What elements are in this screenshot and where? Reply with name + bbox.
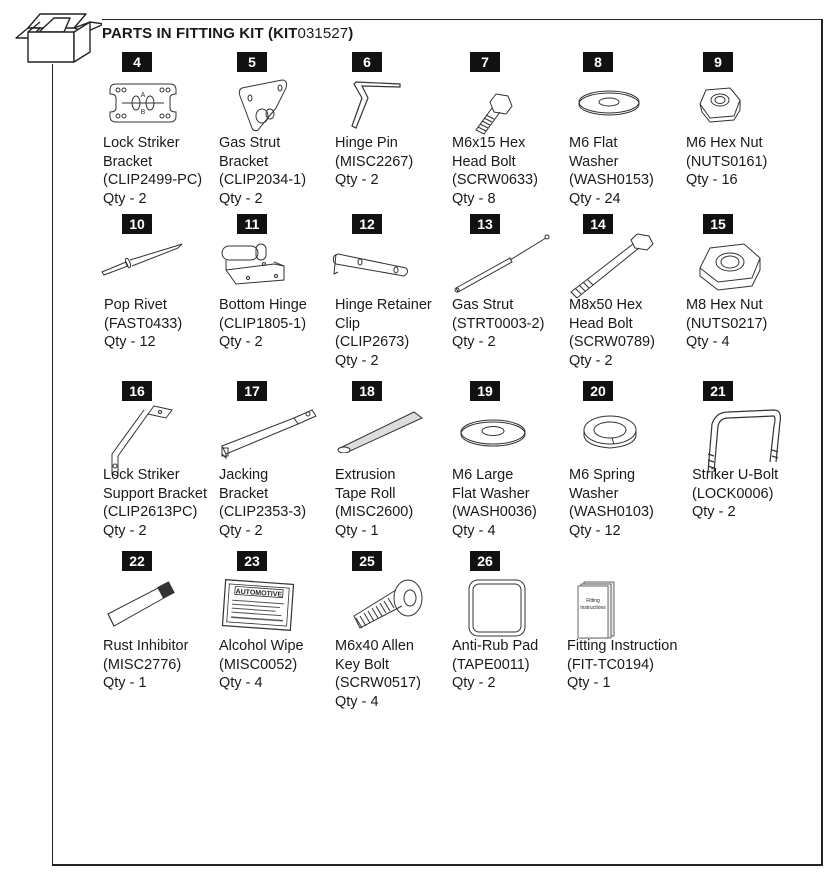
- part-quantity: Qty - 2: [103, 190, 147, 207]
- part-number-badge: 4: [122, 52, 152, 72]
- part-code: (CLIP1805-1): [219, 315, 307, 332]
- part-quantity: Qty - 12: [104, 334, 156, 350]
- part-code: (FAST0433): [104, 315, 183, 332]
- part-quantity: Qty - 1: [335, 522, 379, 539]
- flat-washer-icon: [574, 88, 644, 123]
- part-number-badge: 18: [352, 381, 382, 401]
- part-description: [569, 296, 655, 370]
- part-number-badge: 23: [237, 551, 267, 571]
- wipe-sachet-icon: [218, 578, 298, 638]
- svg-text:AUTOMOTIVE: AUTOMOTIVE: [235, 588, 283, 599]
- jacking-bracket-icon: [218, 404, 318, 469]
- part-name-line: M6 Hex Nut: [686, 135, 763, 151]
- part-quantity: Qty - 4: [219, 675, 263, 691]
- part-name-line: M6 Flat: [569, 135, 618, 151]
- part-number-badge: 21: [703, 381, 733, 401]
- large-washer-icon: [458, 418, 528, 453]
- part-description: [686, 296, 767, 352]
- part-name-line: Support Bracket: [103, 485, 207, 502]
- spring-washer-icon: [580, 412, 640, 457]
- part-name-line: Lock Striker: [103, 467, 180, 483]
- part-code: (CLIP2613PC): [103, 504, 198, 520]
- part-name-line: M6x40 Allen: [335, 638, 414, 654]
- part-description: [335, 637, 421, 711]
- part-quantity: Qty - 2: [219, 190, 263, 207]
- gas-strut-icon: [452, 232, 552, 302]
- part-description: [219, 466, 306, 540]
- part-name-line: M8x50 Hex: [569, 297, 643, 313]
- part-code: (MISC2600): [335, 504, 414, 520]
- page-title: [102, 25, 353, 42]
- part-quantity: Qty - 1: [103, 675, 147, 691]
- part-quantity: Qty - 8: [452, 190, 496, 207]
- part-name-line: Tape Roll: [335, 485, 396, 502]
- part-code: (NUTS0217): [686, 315, 768, 332]
- part-code: (SCRW0633): [452, 172, 538, 188]
- part-number-badge: 19: [470, 381, 500, 401]
- part-quantity: Qty - 4: [686, 334, 730, 350]
- part-description: [103, 637, 188, 693]
- part-quantity: Qty - 2: [569, 352, 613, 369]
- part-description: [452, 134, 538, 208]
- allen-bolt-icon: [346, 576, 426, 641]
- part-name-line: Washer: [569, 153, 619, 170]
- part-code: (CLIP2034-1): [219, 172, 307, 188]
- part-quantity: Qty - 12: [569, 522, 621, 539]
- part-name-line: Bracket: [219, 485, 269, 502]
- part-code: (WASH0103): [569, 504, 654, 520]
- part-description: [452, 296, 544, 352]
- part-number-badge: 26: [470, 551, 500, 571]
- part-code: (SCRW0789): [569, 334, 655, 350]
- part-name-line: Clip: [335, 315, 360, 332]
- part-name-line: Jacking: [219, 467, 269, 483]
- part-description: [335, 134, 413, 190]
- part-code: (CLIP2499-PC): [103, 172, 203, 188]
- part-description: [686, 134, 767, 190]
- part-code: (CLIP2673): [335, 334, 410, 350]
- part-name-line: Lock Striker: [103, 135, 180, 151]
- part-quantity: Qty - 2: [452, 334, 496, 350]
- part-name-line: Gas Strut: [452, 297, 514, 313]
- title-close: ): [348, 25, 354, 42]
- part-code: (TAPE0011): [452, 656, 530, 673]
- part-description: [219, 134, 306, 208]
- part-quantity: Qty - 4: [335, 693, 379, 710]
- hinge-icon: [218, 240, 293, 300]
- kit-number: 031527: [297, 25, 349, 42]
- svg-text:A: A: [140, 92, 146, 99]
- part-quantity: Qty - 2: [103, 522, 147, 539]
- part-name-line: Bracket: [103, 153, 153, 170]
- part-name-line: Washer: [569, 485, 619, 502]
- part-number-badge: 17: [237, 381, 267, 401]
- part-description: [335, 296, 432, 370]
- part-quantity: Qty - 16: [686, 172, 738, 188]
- part-number-badge: 16: [122, 381, 152, 401]
- part-code: (WASH0153): [569, 172, 654, 188]
- part-number-badge: 20: [583, 381, 613, 401]
- part-number-badge: 14: [583, 214, 613, 234]
- part-name-line: M6 Spring: [569, 467, 636, 483]
- part-name-line: M6x15 Hex: [452, 135, 526, 151]
- part-quantity: Qty - 2: [335, 352, 379, 369]
- part-number-badge: 12: [352, 214, 382, 234]
- large-hex-nut-icon: [694, 240, 764, 300]
- part-code: (MISC0052): [219, 656, 298, 673]
- part-description: [335, 466, 413, 540]
- part-name-line: M6 Large: [452, 467, 514, 483]
- part-quantity: Qty - 4: [452, 522, 496, 539]
- part-code: (MISC2776): [103, 656, 182, 673]
- bracket-plate-icon: [108, 78, 178, 133]
- svg-text:Fitting: Fitting: [586, 598, 600, 604]
- part-code: (FIT-TC0194): [567, 656, 655, 673]
- part-name-line: Extrusion: [335, 467, 396, 483]
- part-description: [452, 466, 537, 540]
- strut-bracket-icon: [232, 78, 292, 138]
- tape-roll-icon: [336, 408, 426, 458]
- part-name-line: Alcohol Wipe: [219, 638, 304, 654]
- part-description: [567, 637, 677, 693]
- part-name-line: Bottom Hinge: [219, 297, 307, 313]
- part-name-line: Hinge Retainer: [335, 297, 432, 313]
- part-quantity: Qty - 1: [567, 675, 611, 691]
- part-number-badge: 9: [703, 52, 733, 72]
- part-number-badge: 25: [352, 551, 382, 571]
- pop-rivet-icon: [100, 242, 185, 282]
- part-name-line: Striker U-Bolt: [692, 467, 779, 483]
- part-code: (STRT0003-2): [452, 315, 545, 332]
- part-name-line: Flat Washer: [452, 485, 530, 502]
- part-code: (SCRW0517): [335, 675, 421, 691]
- part-number-badge: 5: [237, 52, 267, 72]
- part-code: (LOCK0006): [692, 485, 774, 502]
- part-description: [103, 466, 207, 540]
- part-quantity: Qty - 2: [452, 675, 496, 691]
- part-name-line: Key Bolt: [335, 656, 389, 673]
- part-code: (CLIP2353-3): [219, 504, 307, 520]
- part-number-badge: 13: [470, 214, 500, 234]
- part-name-line: Gas Strut: [219, 135, 281, 151]
- part-name-line: M8 Hex Nut: [686, 297, 763, 313]
- part-quantity: Qty - 2: [692, 504, 736, 520]
- part-number-badge: 6: [352, 52, 382, 72]
- part-quantity: Qty - 24: [569, 190, 621, 207]
- box-icon: [12, 8, 102, 64]
- part-name-line: Fitting Instruction: [567, 638, 678, 654]
- part-name-line: Head Bolt: [569, 315, 633, 332]
- part-name-line: Anti-Rub Pad: [452, 638, 539, 654]
- part-description: [103, 134, 202, 208]
- title-text: PARTS IN FITTING KIT (KIT: [102, 25, 298, 42]
- part-description: [104, 296, 182, 352]
- hex-nut-icon: [694, 82, 744, 132]
- part-description: [219, 637, 304, 693]
- svg-text:Instructions: Instructions: [580, 605, 606, 611]
- part-description: [452, 637, 538, 693]
- part-description: [219, 296, 307, 352]
- part-number-badge: 11: [237, 214, 267, 234]
- part-name-line: Rust Inhibitor: [103, 638, 189, 654]
- pad-icon: [467, 578, 527, 643]
- part-name-line: Hinge Pin: [335, 135, 398, 151]
- part-description: [569, 134, 654, 208]
- part-name-line: Head Bolt: [452, 153, 516, 170]
- booklet-icon: [576, 580, 616, 645]
- part-name-line: Bracket: [219, 153, 269, 170]
- part-code: (NUTS0161): [686, 153, 768, 170]
- part-quantity: Qty - 2: [219, 522, 263, 539]
- part-number-badge: 15: [703, 214, 733, 234]
- part-description: [692, 466, 778, 522]
- part-quantity: Qty - 2: [219, 334, 263, 350]
- part-number-badge: 7: [470, 52, 500, 72]
- svg-text:B: B: [140, 109, 146, 116]
- part-description: [569, 466, 654, 540]
- part-number-badge: 22: [122, 551, 152, 571]
- hinge-pin-icon: [342, 78, 402, 138]
- part-number-badge: 8: [583, 52, 613, 72]
- tube-icon: [104, 578, 184, 638]
- part-code: (MISC2267): [335, 153, 414, 170]
- part-name-line: Pop Rivet: [104, 297, 167, 313]
- part-code: (WASH0036): [452, 504, 537, 520]
- part-number-badge: 10: [122, 214, 152, 234]
- part-quantity: Qty - 2: [335, 172, 379, 188]
- retainer-clip-icon: [330, 248, 410, 288]
